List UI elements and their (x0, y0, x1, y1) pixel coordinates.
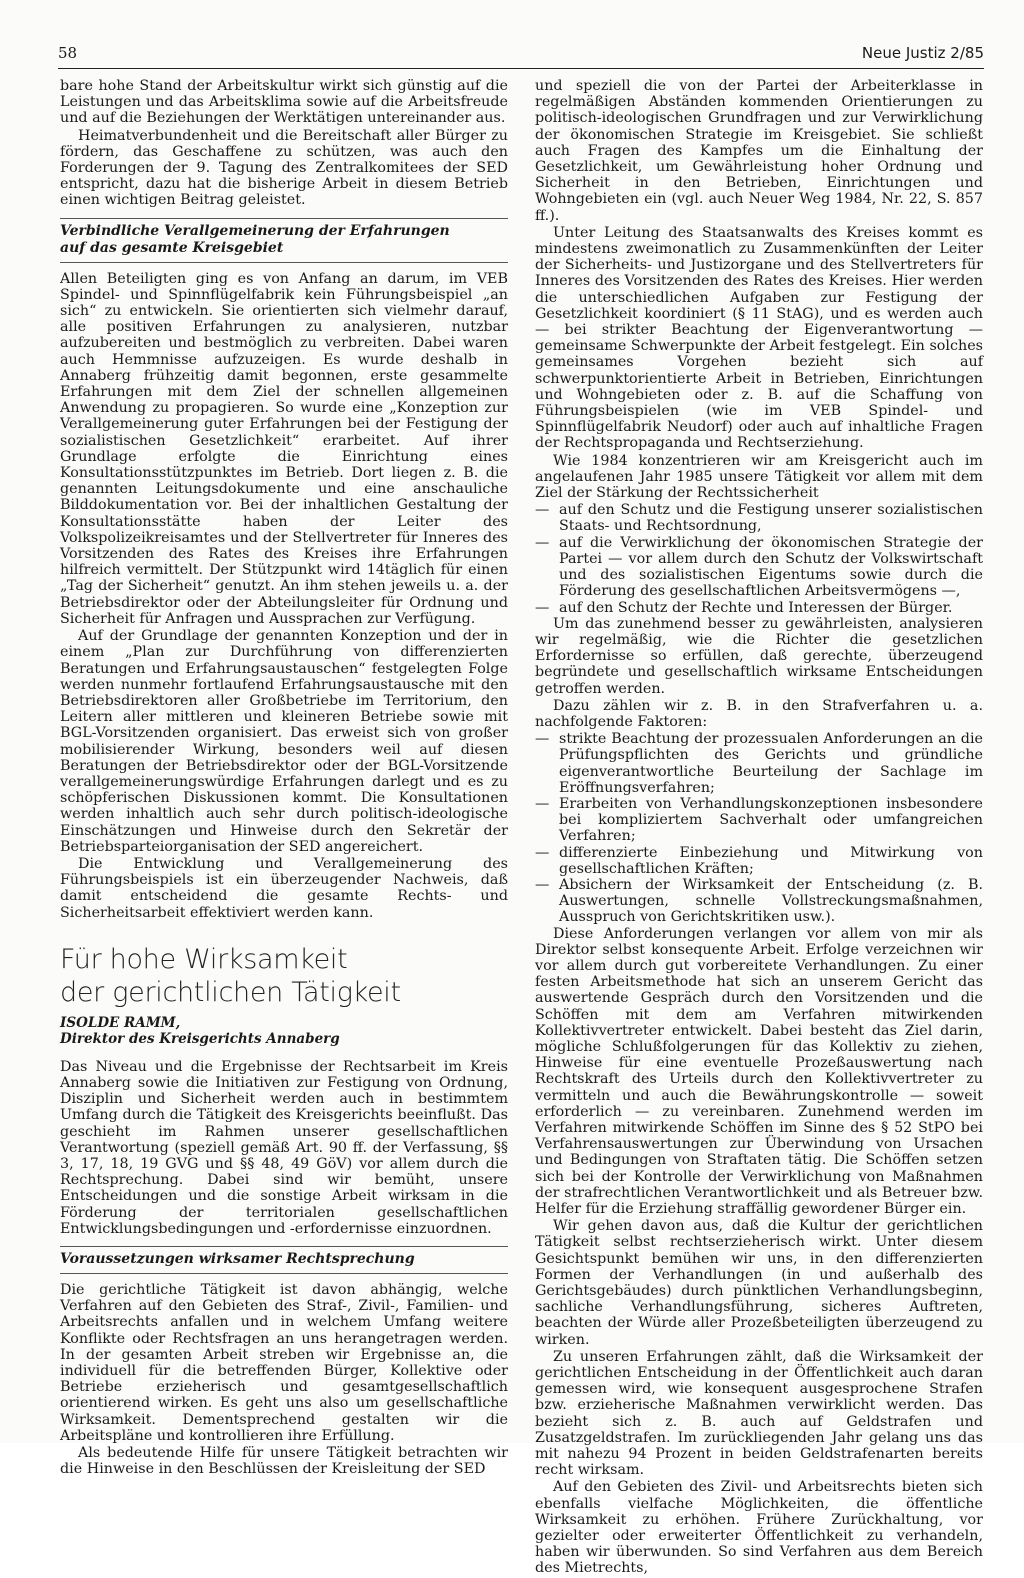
page-number: 58 (58, 44, 78, 62)
article-title-line: Für hohe Wirksamkeit (60, 943, 348, 975)
list-item: — Absichern der Wirksamkeit der Entscheidung (z. B. Auswertungen, schnelle Vollstreckungsmaßnahmen, Ausspruch von Gerichtskritiken usw.). (535, 876, 983, 926)
paragraph: Unter Leitung des Staatsanwalts des Kreises kommt es mindestens zweimonatlich zu Zusammenkünften der Leiter der Sicherheits- und Justizorgane und des Stellvertreters für Inneres des Vorsitzenden des Rates des Kreises. Hier werden die unterschiedlichen Aufgaben zur Festigung der Gesetzlichkeit koordiniert (§ 11 StAG), und es werden auch — bei strikter Beachtung der Eigenverantwortung — gemeinsame Schwerpunkte der Arbeit festgelegt. Ein solches gemeinsames Vorgehen bezieht sich auf schwerpunktorientierte Arbeit in Betrieben, Einrichtungen und Wohngebieten oder z. B. auf die Schaffung von Führungsbeispielen (wie im VEB Spindel- und Spinnflügelfabrik Neudorf) oder auch auf inhaltliche Fragen der Rechtspropaganda und Rechtserziehung. (535, 224, 983, 452)
article-title-line: der gerichtlichen Tätigkeit (60, 976, 401, 1008)
author-name: ISOLDE RAMM, (60, 1014, 181, 1031)
list-item: — strikte Beachtung der prozessualen Anforderungen an die Prüfungspflichten des Gerichts und gründliche eigenverantwortliche Beurteilung der Sachlage im Eröffnungsverfahren; (535, 731, 983, 796)
right-column (535, 78, 983, 1578)
list-item: — differenzierte Einbeziehung und Mitwirkung von gesellschaftlichen Kräften; (535, 844, 983, 877)
paragraph: bare hohe Stand der Arbeitskultur wirkt sich günstig auf die Leistungen und das Arbeitsklima sowie auf die Arbeitsfreude und auf die Beziehungen der Werktätigen untereinander aus. (60, 78, 508, 127)
paragraph: Das Niveau und die Ergebnisse der Rechtsarbeit im Kreis Annaberg sowie die Initiativen zur Festigung von Ordnung, Disziplin und Sicherheit werden auch in bestimmtem Umfang durch die Tätigkeit des Kreisgerichts beeinflußt. Das geschieht im Rahmen unserer gesellschaftlichen Verantwortung (speziell gemäß Art. 90 ff. der Verfassung, §§ 3, 17, 18, 19 GVG und §§ 48, 49 GöV) vor allem durch die Rechtsprechung. Dabei sind wir bemüht, unsere Entscheidungen und die sonstige Arbeit wirksam in die Förderung der territorialen gesellschaftlichen Entwicklungsbedingungen und -erfordernisse einzuordnen. (60, 1058, 508, 1237)
paragraph: Heimatverbundenheit und die Bereitschaft aller Bürger zu fördern, das Geschaffene zu schützen, was auch den Forderungen der 9. Tagung des Zentralkomitees der SED entspricht, dazu hat die bisherige Arbeit in diesem Betrieb einen wichtigen Beitrag geleistet. (60, 127, 508, 209)
paragraph: Auf den Gebieten des Zivil- und Arbeitsrechts bieten sich ebenfalls vielfache Möglichkeiten, die öffentliche Wirksamkeit zu erhöhen. Frühere Zurückhaltung, vor gezielter oder erweiterter Öffentlichkeit zu verhandeln, haben wir überwunden. So sind Verfahren aus dem Bereich des Mietrechts, (535, 1479, 983, 1577)
paragraph: Zu unseren Erfahrungen zählt, daß die Wirksamkeit der gerichtlichen Entscheidung in der Öffentlichkeit auch daran gemessen wird, wie konsequent ausgesprochene Strafen bzw. erzieherische Maßnahmen verwirklicht werden. Das bezieht sich z. B. auch auf Geldstrafen und Zusatzgeldstrafen. Im zurückliegenden Jahr gelang uns das mit nahezu 94 Prozent in beiden Geldstrafenarten bereits recht wirksam. (535, 1348, 983, 1479)
paragraph: Um das zunehmend besser zu gewährleisten, analysieren wir regelmäßig, wie die Richter die gesetzlichen Erfordernisse so erfüllen, daß gerechte, überzeugend begründete und gesellschaftlich wirksame Entscheidungen getroffen werden. (535, 615, 983, 697)
list-item: — Erarbeiten von Verhandlungskonzeptionen insbesondere bei kompliziertem Sachverhalt oder umfangreichen Verfahren; (535, 795, 983, 845)
paragraph: Auf der Grundlage der genannten Konzeption und der in einem „Plan zur Durchführung von differenzierten Beratungen und Erfahrungsaustauschen“ festgelegten Folge werden nunmehr fortlaufend Erfahrungsaustausche mit den Betriebsdirektoren aller Großbetriebe im Territorium, den Leitern aller mittleren und kleineren Betriebe sowie mit BGL-Vorsitzenden organisiert. Das erweist sich von großer mobilisierender Wirkung, besonders weil auf diesen Beratungen der Betriebsdirektor oder der BGL-Vorsitzende verallgemeinerungswürdige Erfahrungen darlegt und es zu schöpferischen Diskussionen kommt. Die Konsultationen werden inhaltlich auch sehr durch politisch-ideologische Einschätzungen und Hinweise durch den Sekretär der Betriebsparteiorganisation der SED angereichert. (60, 628, 508, 855)
section-heading (60, 218, 508, 263)
paragraph: Die gerichtliche Tätigkeit ist davon abhängig, welche Verfahren auf den Gebieten des Straf-, Zivil-, Familien- und Arbeitsrechts anfallen und in welchem Umfang weitere Konflikte oder Rechtsfragen an uns herangetragen werden. In der gesamten Arbeit streben wir Ergebnisse an, die individuell für die betreffenden Bürger, Kollektive oder Betriebe erzieherisch und gesamtgesellschaftlich orientierend wirken. Es geht uns also um gesellschaftliche Wirksamkeit. Dementsprechend gestalten wir die Arbeitspläne und kontrollieren ihre Erfüllung. (60, 1281, 508, 1444)
section-heading-line: auf das gesamte Kreisgebiet (60, 239, 284, 256)
author-role: Direktor des Kreisgerichts Annaberg (60, 1030, 340, 1047)
paragraph: Dazu zählen wir z. B. in den Strafverfahren u. a. nachfolgende Faktoren: (535, 697, 983, 730)
list-item: — auf den Schutz und die Festigung unserer sozialistischen Staats- und Rechtsordnung, (535, 502, 983, 535)
paragraph: und speziell die von der Partei der Arbeiterklasse in regelmäßigen Abständen kommenden Orientierungen zu politisch-ideologischen Grundfragen und zur Verwirklichung der ökonomischen Strategie im Kreisgebiet. Sie schließt auch Fragen des Kampfes um die Einhaltung der Gesetzlichkeit, um Gewährleistung hoher Ordnung und Sicherheit in den Betrieben, Einrichtungen und Wohngebieten ein (vgl. auch Neuer Weg 1984, Nr. 22, S. 857 ff.). (535, 78, 983, 224)
paragraph: Diese Anforderungen verlangen vor allem von mir als Direktor selbst konsequente Arbeit. Erfolge verzeichnen wir vor allem durch gut vorbereitete Verhandlungen. Zu einer festen Arbeitsmethode hat sich an unserem Gericht das auswertende Gespräch durch den Vorsitzenden und die Schöffen mit dem am Verfahren mitwirkenden Kollektivvertreter entwickelt. Dabei besteht das Ziel darin, mögliche Schlußfolgerungen für das Kollektiv zu ziehen, Hinweise für eine eventuelle Prozeßauswertung nach Rechtskraft des Urteils durch den Kollektivvertreter zu vermitteln und auch die Bewährungskontrolle — soweit erforderlich — zu vereinbaren. Zunehmend werden im Verfahren mitwirkende Schöffen im Sinne des § 52 StPO bei Verfahrensauswertungen zur Überwindung von Ursachen und Bedingungen von Straftaten tätig. Die Schöffen setzen sich bei der Kontrolle der Verwirklichung von Maßnahmen der strafrechtlichen Verantwortlichkeit und als Betreuer bzw. Helfer für die Erziehung straffällig gewordener Bürger ein. (535, 925, 983, 1218)
paragraph: Allen Beteiligten ging es von Anfang an darum, im VEB Spindel- und Spinnflügelfabrik kein Führungsbeispiel „an sich“ zu entwickeln. Sie orientierten sich vielmehr darauf, alle positiven Erfahrungen zu analysieren, nutzbar aufzubereiten und bestmöglich zu verbreiten. Dabei waren auch Hemmnisse aufzuzeigen. Es wurde deshalb in Annaberg frühzeitig damit begonnen, erste gesammelte Erfahrungen mit dem Ziel der schnellen allgemeinen Anwendung zu propagieren. So wurde eine „Konzeption zur Verallgemeinerung guter Erfahrungen bei der Festigung der sozialistischen Gesetzlichkeit“ erarbeitet. Auf ihrer Grundlage erfolgte die Einrichtung eines Konsultationsstützpunktes im Betrieb. Dort liegen z. B. die genannten Leitungsdokumente und eine anschauliche Bilddokumentation vor. Bei der inhaltlichen Gestaltung der Konsultationsstätte haben der Leiter des Volkspolizeikreisamtes und der Stellvertreter für Inneres des Vorsitzenden des Rates des Kreises ihre Erfahrungen hilfreich vermittelt. Der Stützpunkt wird 14täglich für einen „Tag der Sicherheit“ genutzt. An ihm stehen jeweils u. a. der Betriebsdirektor oder der Abteilungsleiter für Ordnung und Sicherheit für Anfragen und Aussprachen zur Verfügung. (60, 270, 508, 627)
paragraph: Die Entwicklung und Verallgemeinerung des Führungsbeispiels ist ein überzeugender Nachweis, daß damit entscheidend die gesamte Rechts- und Sicherheitsarbeit effektiviert werden kann. (60, 855, 508, 921)
author-byline (60, 1015, 508, 1047)
section-heading-line: Voraussetzungen wirksamer Rechtsprechung (60, 1250, 415, 1267)
left-column (60, 78, 508, 1478)
journal-issue: Neue Justiz 2/85 (861, 44, 984, 62)
paragraph: Wir gehen davon aus, daß die Kultur der gerichtlichen Tätigkeit selbst rechtserzieherisch wirkt. Unter diesem Gesichtspunkt bemühen wir uns, in den differenzierten Formen der Verhandlungen (in und außerhalb des Gerichtsgebäudes) durch pünktlichen Verhandlungsbeginn, sachliche Verhandlungsführung, sicheres Auftreten, beachten der Würde aller Prozeßbeteiligten überzeugend zu wirken. (535, 1218, 983, 1348)
list-item: — auf den Schutz der Rechte und Interessen der Bürger. (535, 599, 953, 616)
paragraph: Als bedeutende Hilfe für unsere Tätigkeit betrachten wir die Hinweise in den Beschlüssen der Kreisleitung der SED (60, 1445, 508, 1478)
page-header (58, 42, 984, 69)
paragraph: Wie 1984 konzentrieren wir am Kreisgericht auch im angelaufenen Jahr 1985 unsere Tätigkeit vor allem mit dem Ziel der Stärkung der Rechtssicherheit (535, 452, 983, 502)
section-heading (60, 1246, 508, 1274)
section-heading-line: Verbindliche Verallgemeinerung der Erfahrungen (60, 222, 450, 239)
article-title (60, 943, 508, 1009)
list-item: — auf die Verwirklichung der ökonomischen Strategie der Partei — vor allem durch den Schutz der Volkswirtschaft und des sozialistischen Eigentums sowie durch die Förderung des gesellschaftlichen Arbeitsvermögens —, (535, 534, 983, 600)
